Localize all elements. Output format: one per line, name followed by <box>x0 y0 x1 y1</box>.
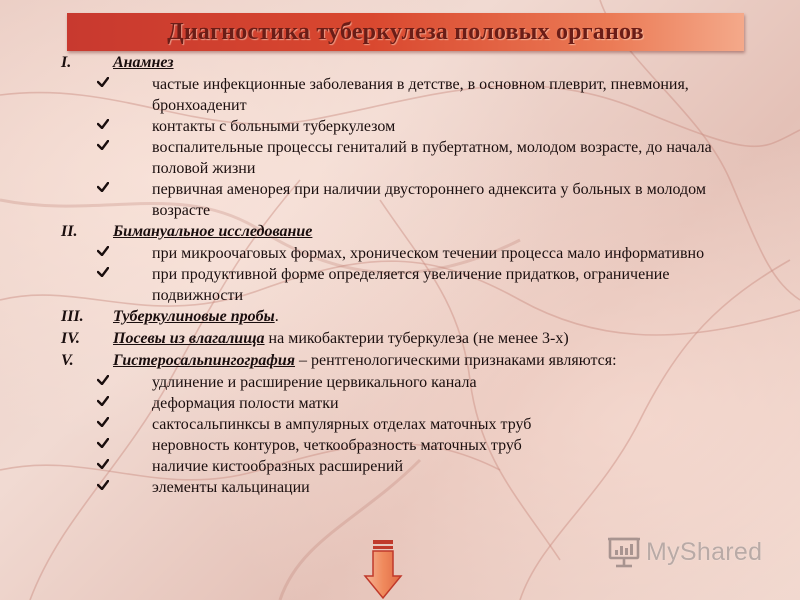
logo-text: MyShared <box>646 537 763 566</box>
list-item <box>0 477 800 498</box>
slide-content <box>0 52 800 498</box>
title-banner <box>67 13 744 51</box>
list-item-text: неровность контуров, четкообразность маточных труб <box>152 437 522 454</box>
list-item <box>0 179 800 221</box>
check-bullet-icon <box>97 375 109 385</box>
list-item-text: удлинение и расширение цервикального канала <box>152 374 477 391</box>
check-bullet-icon <box>97 396 109 406</box>
section-number: II. <box>61 223 78 240</box>
section-heading <box>0 328 800 350</box>
list-item-text: наличие кистообразных расширений <box>152 458 404 475</box>
list-item <box>0 372 800 393</box>
check-bullet-icon <box>97 480 109 490</box>
section-label: Туберкулиновые пробы <box>113 308 275 325</box>
list-item-text: деформация полости матки <box>152 395 339 412</box>
section-label-rest: – рентгенологическими признаками являются: <box>295 352 617 369</box>
section-label-rest: . <box>274 308 279 325</box>
list-item <box>0 137 800 179</box>
section-label: Бимануальное исследование <box>113 223 313 240</box>
list-item <box>0 414 800 435</box>
list-item-text: частые инфекционные заболевания в детстве, в основном плеврит, пневмония, бронхоаденит <box>152 76 689 114</box>
list-item <box>0 116 800 137</box>
check-bullet-icon <box>97 267 109 277</box>
list-item-text: сактосальпинксы в ампулярных отделах маточных труб <box>152 416 532 433</box>
list-item-text: при микроочаговых формах, хроническом течении процесса мало информативно <box>152 245 705 262</box>
list-item <box>0 435 800 456</box>
list-item-text: воспалительные процессы гениталий в пубертатном, молодом возрасте, до начала половой жизни <box>152 139 712 177</box>
section-heading <box>0 350 800 372</box>
list-item <box>0 393 800 414</box>
section-heading <box>0 221 800 243</box>
list-item <box>0 74 800 116</box>
list-item-text: элементы кальцинации <box>152 479 310 496</box>
section-heading <box>0 306 800 328</box>
list-item-text: контакты с больными туберкулезом <box>152 118 396 135</box>
list-item <box>0 243 800 264</box>
section-number: III. <box>61 308 84 325</box>
myshared-logo <box>606 536 762 568</box>
section-number: IV. <box>61 330 80 347</box>
section-number: I. <box>61 54 72 71</box>
list-item-text: при продуктивной форме определяется увеличение придатков, ограничение подвижности <box>152 266 670 304</box>
list-item-text: первичная аменорея при наличии двустороннего аднексита у больных в молодом возрасте <box>152 181 706 219</box>
check-bullet-icon <box>97 417 109 427</box>
check-bullet-icon <box>97 119 109 129</box>
section-heading <box>0 52 800 74</box>
presentation-board-icon <box>606 536 642 568</box>
section-label-rest: на микобактерии туберкулеза (не менее 3-х) <box>264 330 569 347</box>
page-title: Диагностика туберкулеза половых органов <box>167 18 644 45</box>
section-label: Посевы из влагалища <box>113 330 265 347</box>
list-item <box>0 456 800 477</box>
check-bullet-icon <box>97 438 109 448</box>
section-number: V. <box>61 352 74 369</box>
check-bullet-icon <box>97 182 109 192</box>
section-label: Анамнез <box>113 54 174 71</box>
list-item <box>0 264 800 306</box>
check-bullet-icon <box>97 140 109 150</box>
check-bullet-icon <box>97 246 109 256</box>
check-bullet-icon <box>97 77 109 87</box>
section-label: Гистеросальпингография <box>113 352 295 369</box>
down-arrow-icon[interactable] <box>363 540 403 600</box>
check-bullet-icon <box>97 459 109 469</box>
